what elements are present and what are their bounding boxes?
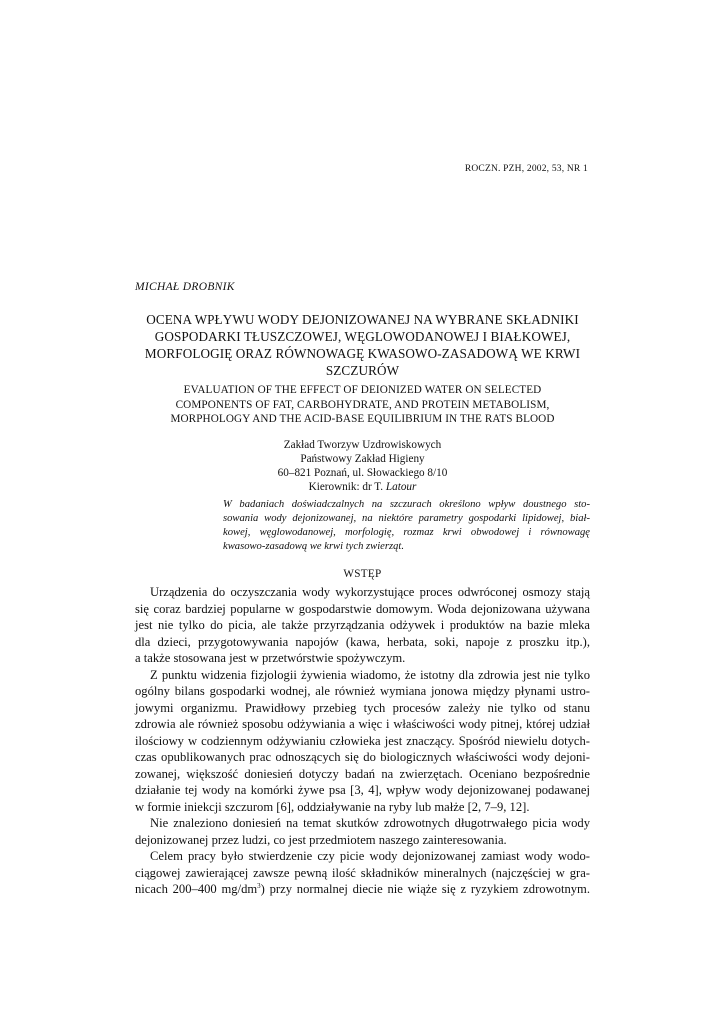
- text-line: czas opublikowanych prac odnoszących się do biologicznych właściwości wody dejoni-: [135, 750, 590, 764]
- paragraph-4: [135, 848, 590, 898]
- title-polish-line: MORFOLOGIĘ ORAZ RÓWNOWAGĘ KWASOWO-ZASADOWĄ WE KRWI: [144, 346, 581, 361]
- affiliation-address: 60–821 Poznań, ul. Słowackiego 8/10: [277, 467, 448, 479]
- text-line: zdrowia ale również sposobu odżywiania a więc i właściwości wody pitnej, której udział: [135, 717, 590, 731]
- text-line: zowanej, większość doniesień dotyczy badań na zwierzętach. Oceniano bezpośrednie: [135, 766, 590, 781]
- body-text: [135, 584, 590, 898]
- text-segment: ) przy normalnej diecie nie wiąże się z ryzykiem zdrowotnym.: [260, 882, 590, 896]
- paragraph-2: [135, 667, 590, 816]
- text-line: Urządzenia do oczyszczania wody wykorzystujące proces odwróconej osmozy stają: [150, 585, 590, 599]
- abstract: [223, 498, 590, 554]
- affiliation-head: [135, 480, 590, 494]
- text-line: ogólny bilans gospodarki wodnej, ale również wymiana jonowa między płynami ustro-: [135, 684, 590, 698]
- text-line: Nie znaleziono doniesień na temat skutków zdrowotnych długotrwałego picia wody: [150, 816, 590, 830]
- text-line: Celem pracy było stwierdzenie czy picie wody dejonizowanej zamiast wody wodo-: [150, 849, 590, 863]
- title-english-line: MORPHOLOGY AND THE ACID-BASE EQUILIBRIUM IN THE RATS BLOOD: [170, 413, 555, 425]
- text-line: jest nie tylko do picia, ale także przyrządzania odżywek i produktów na bazie mleka: [135, 618, 590, 632]
- abstract-line: sowania wody dejonizowanej, na niektóre parametry gospodarki lipidowej, biał-: [223, 513, 590, 524]
- journal-reference: ROCZN. PZH, 2002, 53, NR 1: [464, 164, 588, 174]
- text-segment: nicach 200–400 mg/dm: [135, 882, 258, 896]
- text-line: Z punktu widzenia fizjologii żywienia wiadomo, że istotny dla zdrowia jest nie tylko: [150, 667, 590, 682]
- text-line: działanie tej wody na komórki żywe psa [3, 4], wpływ wody dejonizowanej podawanej: [135, 783, 590, 797]
- text-line: dejonizowanej przez ludzi, co jest przedmiotem naszego zainteresowania.: [135, 832, 507, 847]
- text-line: się coraz bardziej popularne w gospodarstwie domowym. Woda dejonizowana używana: [135, 601, 590, 616]
- section-heading-introduction: WSTĘP: [343, 568, 382, 580]
- paragraph-1: [135, 584, 590, 667]
- title-english-line: COMPONENTS OF FAT, CARBOHYDRATE, AND PROTEIN METABOLISM,: [175, 398, 550, 411]
- text-line: w formie iniekcji szczurom [6], oddziaływanie na ryby lub małże [2, 7–9, 12].: [135, 799, 530, 814]
- superscript: 3: [257, 882, 261, 890]
- paragraph-3: [135, 815, 590, 848]
- abstract-line: W badaniach doświadczalnych na szczurach określono wpływ doustnego sto-: [223, 499, 590, 510]
- title-english-line: EVALUATION OF THE EFFECT OF DEIONIZED WATER ON SELECTED: [183, 384, 542, 396]
- affiliation-institution: Zakład Tworzyw Uzdrowiskowych: [283, 439, 442, 451]
- affiliation-head-name: Latour: [385, 481, 417, 493]
- title-polish-line: SZCZURÓW: [325, 363, 400, 378]
- title-polish: [135, 311, 590, 379]
- text-line: jowymi organizmu. Prawidłowy przebieg tych procesów zależy nie tylko od stanu: [135, 700, 590, 715]
- title-polish-line: GOSPODARKI TŁUSZCZOWEJ, WĘGLOWODANOWEJ I BIAŁKOWEJ,: [154, 329, 571, 344]
- affiliation-block: [135, 438, 590, 494]
- abstract-line: kowej, węglowodanowej, morfologię, rozmaz krwi obwodowej i równowagę: [223, 527, 590, 538]
- text-line: ilościowy w codziennym odżywianiu człowieka jest znaczący. Spośród niewielu dotych-: [135, 733, 590, 748]
- author-name: MICHAŁ DROBNIK: [135, 281, 235, 293]
- title-english: [135, 383, 590, 427]
- text-line: dla dzieci, przygotowywania napojów (kawa, herbata, soki, napoje z proszku itp.),: [135, 634, 590, 649]
- text-line: [135, 881, 590, 898]
- affiliation-organization: Państwowy Zakład Higieny: [300, 453, 425, 465]
- abstract-line: kwasowo-zasadową we krwi tych zwierząt.: [223, 541, 404, 552]
- affiliation-head-label: Kierownik: dr T.: [308, 481, 386, 493]
- title-polish-line: OCENA WPŁYWU WODY DEJONIZOWANEJ NA WYBRANE SKŁADNIKI: [146, 312, 579, 327]
- text-line: ciągowej zawierającej zawsze pewną ilość składników mineralnych (najczęściej w gra-: [135, 865, 590, 880]
- text-line: a także stosowana jest w przetwórstwie spożywczym.: [135, 651, 406, 665]
